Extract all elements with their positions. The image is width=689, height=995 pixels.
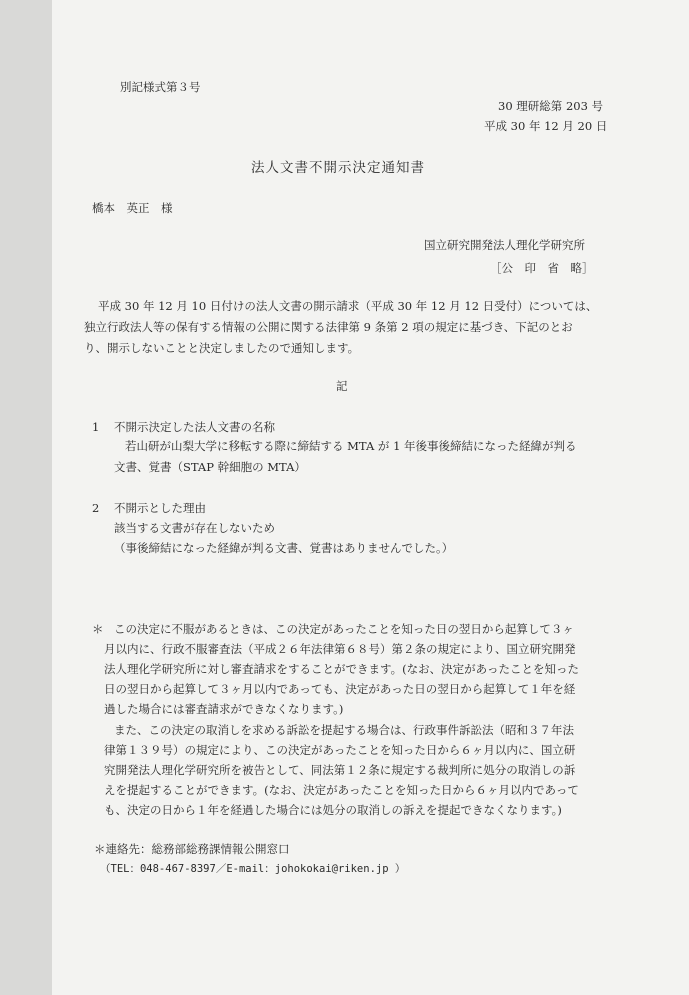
section-heading: 不開示とした理由	[114, 501, 206, 515]
intro-line: 平成 30 年 12 月 10 日付けの法人文書の開示請求（平成 30 年 12 月 12 日受付）については、	[98, 299, 598, 313]
section-line: 該当する文書が存在しないため	[114, 521, 275, 535]
document-number: 30 理研総第 203 号	[498, 99, 604, 113]
notice-line: も、決定の日から１年を経過した場合には処分の取消しの訴えを提起できなくなります。)	[104, 803, 562, 817]
notice-line: 究開発法人理化学研究所を被告として、同法第１２条に規定する裁判所に処分の取消しの訴	[104, 763, 576, 777]
notice-mark: ＊	[92, 622, 104, 636]
notice-line: えを提起することができます。(なお、決定があったことを知った日から６ヶ月以内であって	[104, 783, 579, 797]
notice-line: また、この決定の取消しを求める訴訟を提起する場合は、行政事件訴訟法（昭和３７年法	[114, 723, 574, 737]
seal-omitted-note: ［公 印 省 略］	[490, 261, 594, 275]
contact-line: ＊連絡先：総務部総務課情報公開窓口	[94, 842, 290, 856]
ki-heading: 記	[336, 379, 348, 393]
form-label: 別記様式第３号	[120, 80, 201, 94]
document-date: 平成 30 年 12 月 20 日	[484, 119, 608, 133]
section-heading: 不開示決定した法人文書の名称	[114, 420, 275, 434]
notice-line: 月以内に、行政不服審査法（平成２６年法律第６８号）第２条の規定により、国立研究開発	[104, 642, 576, 656]
notice-line: この決定に不服があるときは、この決定があったことを知った日の翌日から起算して３ヶ	[114, 622, 574, 636]
contact-line: （TEL：048-467-8397／E-mail：johokokai@riken.jp ）	[100, 863, 406, 875]
page-title: 法人文書不開示決定通知書	[251, 160, 425, 176]
notice-line: 過した場合には審査請求ができなくなります。)	[104, 702, 344, 716]
section-number: 2	[92, 501, 100, 515]
intro-line: 独立行政法人等の保有する情報の公開に関する法律第 9 条第 2 項の規定に基づき、下記のとお	[84, 320, 573, 334]
section-line: （事後締結になった経緯が判る文書、覚書はありませんでした。）	[114, 541, 454, 555]
notice-line: 律第１３９号）の規定により、この決定があったことを知った日から６ヶ月以内に、国立研	[104, 743, 576, 757]
section-line: 若山研が山梨大学に移転する際に締結する MTA が 1 年後事後締結になった経緯が判る	[125, 439, 577, 453]
notice-line: 日の翌日から起算して３ヶ月以内であっても、決定があった日の翌日から起算して１年を経	[104, 682, 576, 696]
intro-line: り、開示しないことと決定しましたので通知します。	[84, 341, 360, 355]
section-number: 1	[92, 420, 100, 434]
sender-organization: 国立研究開発法人理化学研究所	[424, 238, 585, 252]
recipient-name: 橋本 英正 様	[92, 201, 173, 215]
section-line: 文書、覚書（STAP 幹細胞の MTA）	[114, 460, 306, 474]
document-page	[52, 0, 689, 995]
notice-line: 法人理化学研究所に対し審査請求をすることができます。(なお、決定があったことを知った	[104, 662, 579, 676]
